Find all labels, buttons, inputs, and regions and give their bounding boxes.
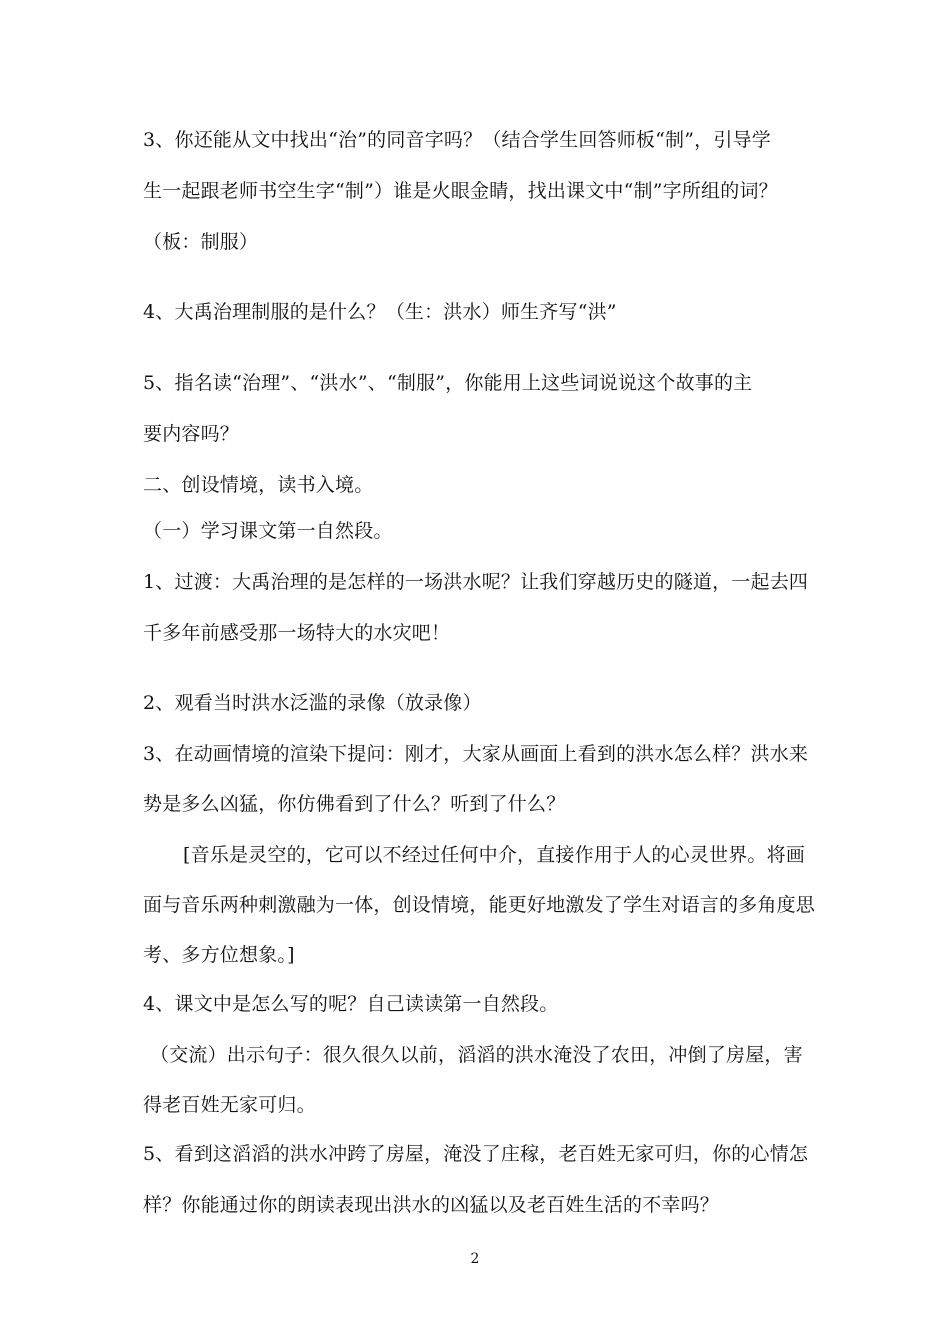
text-line: （交流）出示句子：很久很久以前，滔滔的洪水淹没了农田，冲倒了房屋，害 [150, 1044, 803, 1066]
text-line: 势是多么凶猛，你仿佛看到了什么？听到了什么？ [143, 793, 566, 815]
text-line: 千多年前感受那一场特大的水灾吧！ [143, 622, 451, 644]
text-line: 3、在动画情境的渲染下提问：刚才，大家从画面上看到的洪水怎么样？洪水来 [143, 743, 809, 765]
text-line: 面与音乐两种刺激融为一体，创设情境，能更好地激发了学生对语言的多角度思 [143, 894, 816, 916]
text-line: 要内容吗？ [143, 423, 240, 445]
subsection-heading: （一）学习课文第一自然段。 [143, 520, 393, 542]
text-line: 1、过渡：大禹治理的是怎样的一场洪水呢？让我们穿越历史的隧道，一起去四 [143, 571, 809, 593]
text-line: [音乐是灵空的，它可以不经过任何中介，直接作用于人的心灵世界。将画 [183, 844, 806, 866]
text-line: 样？你能通过你的朗读表现出洪水的凶猛以及老百姓生活的不幸吗？ [143, 1194, 720, 1216]
text-line: 5、看到这滔滔的洪水冲跨了房屋，淹没了庄稼，老百姓无家可归，你的心情怎 [143, 1143, 809, 1165]
text-line: 3、你还能从文中找出“治”的同音字吗？（结合学生回答师板“制”，引导学 [143, 129, 771, 151]
text-line: （板：制服） [143, 231, 259, 253]
text-line: 4、课文中是怎么写的呢？自己读读第一自然段。 [143, 993, 559, 1015]
section-heading: 二、创设情境，读书入境。 [143, 474, 374, 496]
text-line: 得老百姓无家可归。 [143, 1094, 316, 1116]
text-line: 考、多方位想象。] [143, 944, 295, 966]
page-number: 2 [470, 1251, 480, 1267]
text-line: 2、观看当时洪水泛滥的录像（放录像） [143, 692, 482, 714]
text-line: 5、指名读“治理”、“洪水”、“制服”，你能用上这些词说说这个故事的主 [143, 372, 753, 394]
text-line: 生一起跟老师书空生字“制”）谁是火眼金睛，找出课文中“制”字所组的词？ [143, 180, 778, 202]
text-line: 4、大禹治理制服的是什么？（生：洪水）师生齐写“洪” [143, 301, 617, 323]
